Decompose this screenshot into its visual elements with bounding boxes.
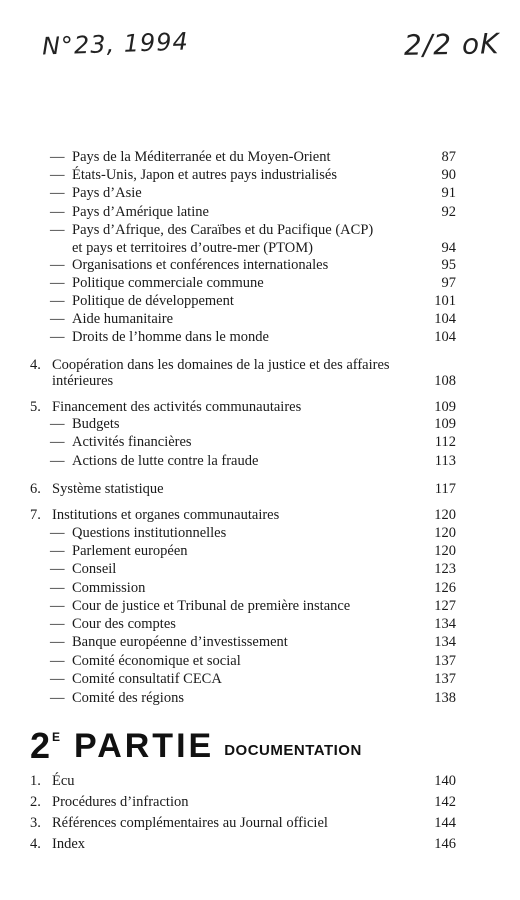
dash-marker: — [50, 222, 65, 238]
handwritten-page-note: 2/2 oK [403, 27, 500, 62]
handwritten-issue-note: N°23, 1994 [41, 27, 190, 61]
toc-subitem-label: Pays d’Amérique latine [72, 204, 209, 220]
toc-page-number: 137 [434, 653, 456, 669]
documentation-entry-number: 2. [30, 794, 41, 810]
dash-marker: — [50, 257, 65, 273]
toc-subitem-label: Actions de lutte contre la fraude [72, 453, 259, 469]
toc-page-number: 144 [434, 815, 456, 831]
toc-section-number: 6. [30, 481, 41, 497]
toc-subitem-label: Aide humanitaire [72, 311, 174, 327]
documentation-entry-label: Procédures d’infraction [52, 794, 189, 810]
toc-subitem-label: Pays de la Méditerranée et du Moyen-Orient [72, 149, 331, 165]
toc-page-number: 95 [441, 257, 456, 273]
toc-page-number: 134 [434, 634, 456, 650]
toc-section-label: Institutions et organes communautaires [52, 507, 280, 523]
part-word: PARTIE [74, 727, 215, 765]
dash-marker: — [50, 525, 65, 541]
toc-subitem-label: Comité économique et social [72, 653, 241, 669]
toc-subitem-label: Banque européenne d’investissement [72, 634, 288, 650]
toc-subitem-label: Questions institutionnelles [72, 525, 227, 541]
toc-page-number: 104 [434, 311, 456, 327]
dash-marker: — [50, 293, 65, 309]
dash-marker: — [50, 275, 65, 291]
toc-subitem-label: Droits de l’homme dans le monde [72, 329, 269, 345]
dash-marker: — [50, 416, 65, 432]
toc-page-number: 94 [441, 240, 456, 256]
toc-page-number: 97 [441, 275, 456, 291]
dash-marker: — [50, 561, 65, 577]
toc-page-number: 109 [434, 416, 456, 432]
dash-marker: — [50, 598, 65, 614]
toc-page-number: 109 [434, 399, 456, 415]
toc-page-number: 134 [434, 616, 456, 632]
toc-page-number: 127 [434, 598, 456, 614]
dash-marker: — [50, 204, 65, 220]
toc-page-number: 138 [434, 690, 456, 706]
toc-page-number: 101 [434, 293, 456, 309]
toc-page-number: 120 [434, 543, 456, 559]
toc-subitem-label-continued: et pays et territoires d’outre-mer (PTOM) [72, 240, 313, 256]
dash-marker: — [50, 543, 65, 559]
toc-subitem-label: Comité des régions [72, 690, 184, 706]
toc-subitem-label: Conseil [72, 561, 117, 577]
dash-marker: — [50, 616, 65, 632]
toc-section-number: 7. [30, 507, 41, 523]
toc-subitem-label: Parlement européen [72, 543, 188, 559]
toc-page-number: 90 [441, 167, 456, 183]
toc-page-number: 120 [434, 507, 456, 523]
toc-page-number: 92 [441, 204, 456, 220]
toc-page-number: 91 [441, 185, 456, 201]
toc-subitem-label: Organisations et conférences internationales [72, 257, 329, 273]
toc-subitem-label: Pays d’Asie [72, 185, 142, 201]
toc-page-number: 146 [434, 836, 456, 852]
dash-marker: — [50, 453, 65, 469]
toc-page-number: 137 [434, 671, 456, 687]
toc-page-number: 117 [434, 481, 456, 497]
toc-page-number: 112 [434, 434, 456, 450]
toc-subitem-label: Commission [72, 580, 146, 596]
part-2-heading [30, 722, 362, 766]
documentation-entry-number: 4. [30, 836, 41, 852]
documentation-entry-label: Index [52, 836, 86, 852]
toc-subitem-label: États-Unis, Japon et autres pays industrialisés [72, 167, 337, 183]
toc-subitem-label: Politique de développement [72, 293, 234, 309]
part-number-superscript: E [52, 730, 61, 744]
dash-marker: — [50, 167, 65, 183]
documentation-entry-number: 3. [30, 815, 41, 831]
toc-subitem-label: Activités financières [72, 434, 192, 450]
toc-page-number: 120 [434, 525, 456, 541]
toc-page-number: 104 [434, 329, 456, 345]
toc-section-label-continued: intérieures [52, 373, 114, 389]
toc-subitem-label: Cour de justice et Tribunal de première instance [72, 598, 351, 614]
toc-subitem-label: Budgets [72, 416, 120, 432]
dash-marker: — [50, 329, 65, 345]
dash-marker: — [50, 311, 65, 327]
dash-marker: — [50, 185, 65, 201]
toc-section-label: Coopération dans les domaines de la justice et des affaires [52, 357, 390, 373]
dash-marker: — [50, 690, 65, 706]
toc-subitem-label: Pays d’Afrique, des Caraïbes et du Pacifique (ACP) [72, 222, 374, 238]
dash-marker: — [50, 434, 65, 450]
toc-page-number: 126 [434, 580, 456, 596]
documentation-entry-label: Références complémentaires au Journal officiel [52, 815, 328, 831]
toc-page-number: 108 [434, 373, 456, 389]
part-number: 2 [30, 725, 51, 766]
part-subtitle: DOCUMENTATION [224, 742, 362, 759]
toc-subitem-label: Politique commerciale commune [72, 275, 264, 291]
toc-page-number: 142 [434, 794, 456, 810]
toc-section-number: 5. [30, 399, 41, 415]
dash-marker: — [50, 671, 65, 687]
toc-page-number: 87 [441, 149, 456, 165]
toc-page-number: 140 [434, 773, 456, 789]
toc-page-number: 113 [434, 453, 456, 469]
toc-section-number: 4. [30, 357, 41, 373]
dash-marker: — [50, 580, 65, 596]
toc-subitem-label: Comité consultatif CECA [72, 671, 222, 687]
dash-marker: — [50, 653, 65, 669]
dash-marker: — [50, 634, 65, 650]
documentation-entry-number: 1. [30, 773, 41, 789]
toc-section-label: Financement des activités communautaires [52, 399, 302, 415]
documentation-entry-label: Écu [52, 773, 75, 789]
toc-page-number: 123 [434, 561, 456, 577]
dash-marker: — [50, 149, 65, 165]
toc-subitem-label: Cour des comptes [72, 616, 176, 632]
toc-section-label: Système statistique [52, 481, 164, 497]
